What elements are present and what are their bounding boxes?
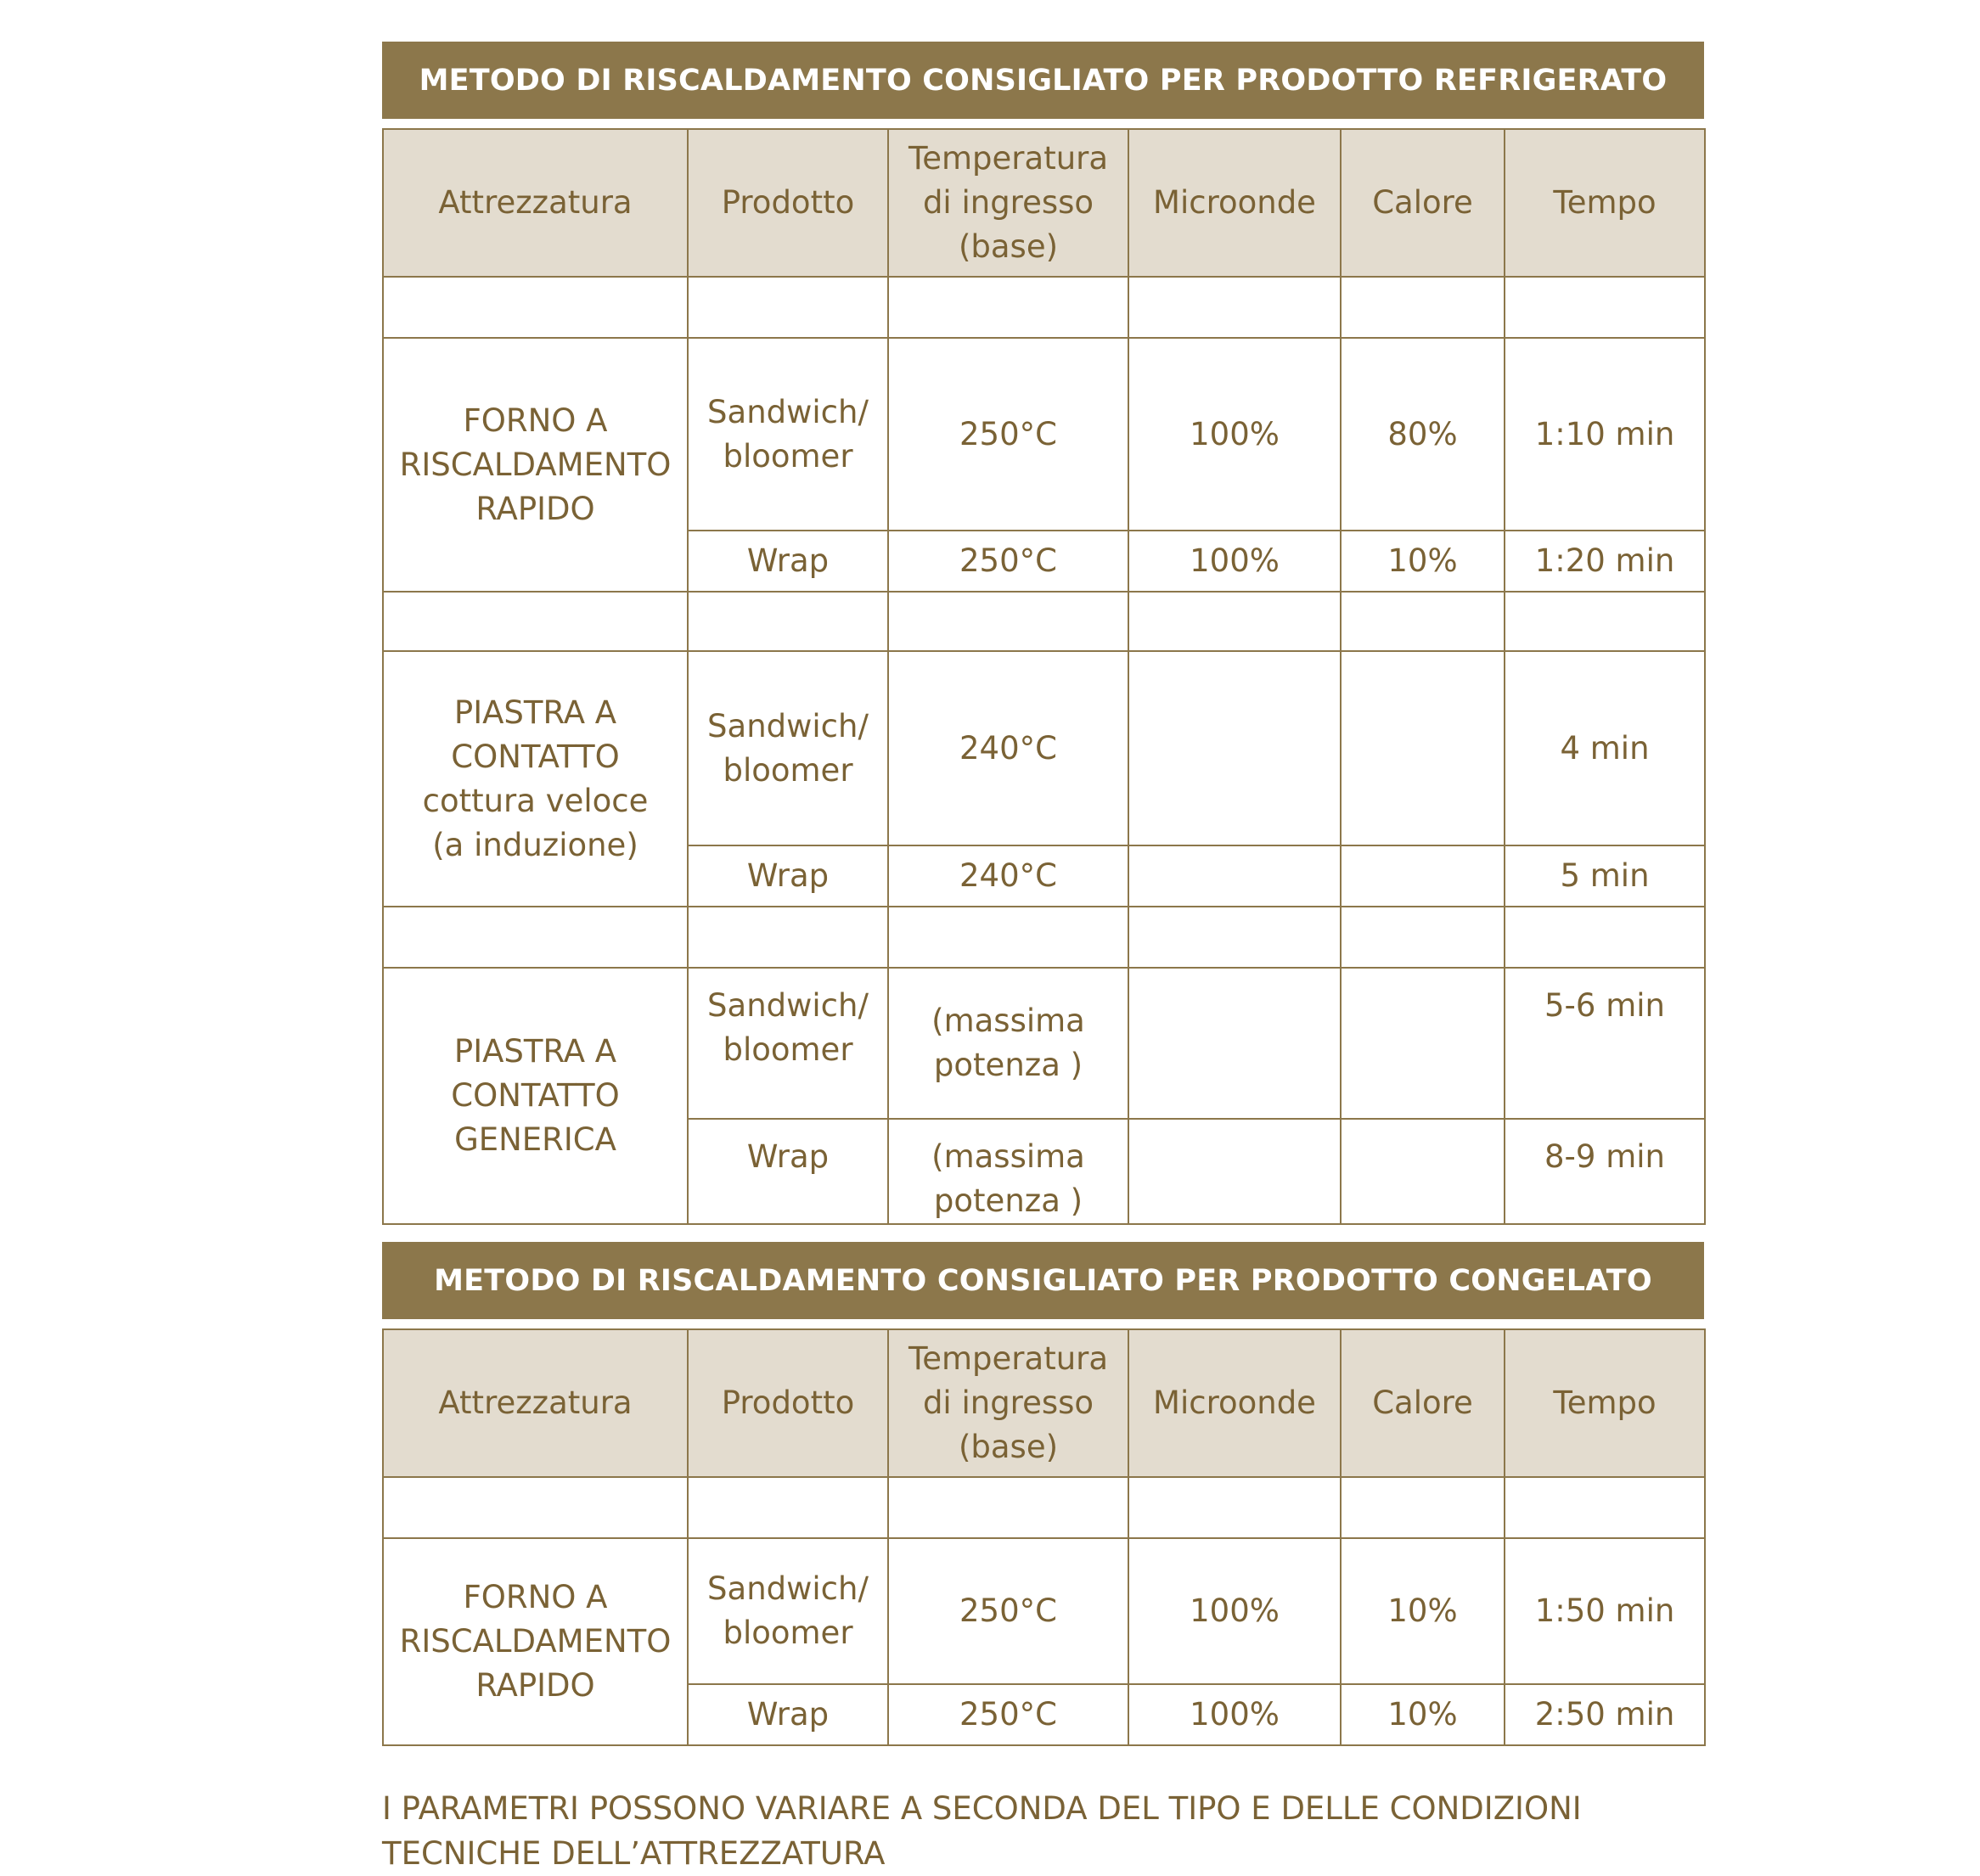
time-cell: 4 min (1505, 651, 1705, 845)
equipment-line: PIASTRA A (453, 694, 617, 731)
header-temperature-line: Temperatura (908, 1340, 1109, 1377)
microwave-cell: 100% (1128, 1684, 1341, 1745)
footnote-line: I PARAMETRI POSSONO VARIARE A SECONDA DEL TIPO E DELLE CONDIZIONI (382, 1790, 1582, 1827)
header-heat: Calore (1341, 1329, 1505, 1477)
heat-cell: 10% (1341, 1538, 1505, 1684)
equipment-line: RISCALDAMENTO (399, 446, 672, 483)
product-cell: Wrap (688, 1684, 888, 1745)
header-temperature (888, 129, 1128, 277)
temperature-line: potenza ) (933, 1047, 1083, 1083)
microwave-cell: 100% (1128, 338, 1341, 531)
header-product: Prodotto (688, 1329, 888, 1477)
time-cell: 5 min (1505, 845, 1705, 907)
heat-cell: 80% (1341, 338, 1505, 531)
table-row (383, 968, 1705, 1119)
header-microwave: Microonde (1128, 1329, 1341, 1477)
spacer-row (383, 592, 1705, 651)
time-cell: 1:10 min (1505, 338, 1705, 531)
header-time: Tempo (1505, 129, 1705, 277)
equipment-line: (a induzione) (432, 826, 638, 863)
product-cell: Wrap (688, 845, 888, 907)
header-equipment: Attrezzatura (383, 129, 688, 277)
temperature-cell (888, 968, 1128, 1119)
time-cell: 8-9 min (1505, 1119, 1705, 1224)
header-temperature-line: (base) (958, 1429, 1059, 1465)
heat-cell: 10% (1341, 531, 1505, 592)
equipment-cell (383, 968, 688, 1224)
header-row (383, 1329, 1705, 1477)
product-cell (688, 1538, 888, 1684)
heat-cell (1341, 968, 1505, 1119)
header-row (383, 129, 1705, 277)
header-heat: Calore (1341, 129, 1505, 277)
temperature-cell: 250°C (888, 531, 1128, 592)
temperature-line: (massima (931, 1138, 1085, 1175)
microwave-cell: 100% (1128, 531, 1341, 592)
equipment-line: CONTATTO (451, 1077, 620, 1114)
equipment-line: RISCALDAMENTO (399, 1623, 672, 1660)
product-line: Sandwich/ (707, 393, 869, 430)
heat-cell (1341, 651, 1505, 845)
frozen-table (382, 1328, 1706, 1746)
equipment-line: cottura veloce (422, 782, 649, 819)
header-microwave: Microonde (1128, 129, 1341, 277)
temperature-line: potenza ) (933, 1182, 1083, 1219)
table-row (383, 1538, 1705, 1684)
header-temperature-line: di ingresso (922, 184, 1094, 221)
product-cell: Wrap (688, 531, 888, 592)
product-line: bloomer (723, 751, 853, 789)
heat-cell (1341, 845, 1505, 907)
equipment-line: FORNO A (463, 402, 608, 439)
temperature-cell: 240°C (888, 651, 1128, 845)
equipment-line: FORNO A (463, 1579, 608, 1615)
equipment-line: RAPIDO (475, 1667, 595, 1704)
header-product: Prodotto (688, 129, 888, 277)
refrigerated-table (382, 128, 1706, 1225)
spacer-row (383, 907, 1705, 968)
product-cell (688, 338, 888, 531)
product-line: bloomer (723, 1615, 853, 1651)
microwave-cell (1128, 1119, 1341, 1224)
product-line: bloomer (723, 1031, 853, 1068)
time-cell: 5-6 min (1505, 968, 1705, 1119)
product-cell (688, 651, 888, 845)
footnote (382, 1786, 1741, 1876)
product-line: bloomer (723, 437, 853, 475)
spacer-row (383, 1477, 1705, 1538)
equipment-line: CONTATTO (451, 738, 620, 775)
header-temperature-line: Temperatura (908, 140, 1109, 177)
equipment-line: PIASTRA A (453, 1033, 617, 1070)
temperature-cell: 250°C (888, 338, 1128, 531)
table-row (383, 651, 1705, 845)
product-line: Sandwich/ (707, 1570, 869, 1607)
temperature-line: (massima (931, 1003, 1085, 1039)
microwave-cell (1128, 968, 1341, 1119)
equipment-line: GENERICA (454, 1121, 616, 1158)
temperature-cell: 240°C (888, 845, 1128, 907)
equipment-line: RAPIDO (475, 490, 595, 527)
microwave-cell (1128, 845, 1341, 907)
time-cell: 1:50 min (1505, 1538, 1705, 1684)
product-cell (688, 968, 888, 1119)
header-temperature (888, 1329, 1128, 1477)
temperature-cell: 250°C (888, 1684, 1128, 1745)
header-time: Tempo (1505, 1329, 1705, 1477)
microwave-cell: 100% (1128, 1538, 1341, 1684)
time-cell: 1:20 min (1505, 531, 1705, 592)
footnote-line: TECNICHE DELL’ATTREZZATURA (382, 1835, 886, 1872)
product-line: Sandwich/ (707, 987, 869, 1024)
temperature-cell: 250°C (888, 1538, 1128, 1684)
header-temperature-line: di ingresso (922, 1385, 1094, 1421)
header-temperature-line: (base) (958, 228, 1059, 265)
frozen-title: METODO DI RISCALDAMENTO CONSIGLIATO PER PRODOTTO CONGELATO (382, 1242, 1704, 1319)
temperature-cell (888, 1119, 1128, 1224)
product-cell: Wrap (688, 1119, 888, 1224)
heat-cell (1341, 1119, 1505, 1224)
equipment-cell (383, 651, 688, 907)
spacer-row (383, 277, 1705, 338)
header-equipment: Attrezzatura (383, 1329, 688, 1477)
product-line: Sandwich/ (707, 707, 869, 744)
refrigerated-title: METODO DI RISCALDAMENTO CONSIGLIATO PER PRODOTTO REFRIGERATO (382, 42, 1704, 119)
equipment-cell (383, 338, 688, 592)
microwave-cell (1128, 651, 1341, 845)
equipment-cell (383, 1538, 688, 1745)
table-row (383, 338, 1705, 531)
time-cell: 2:50 min (1505, 1684, 1705, 1745)
heat-cell: 10% (1341, 1684, 1505, 1745)
